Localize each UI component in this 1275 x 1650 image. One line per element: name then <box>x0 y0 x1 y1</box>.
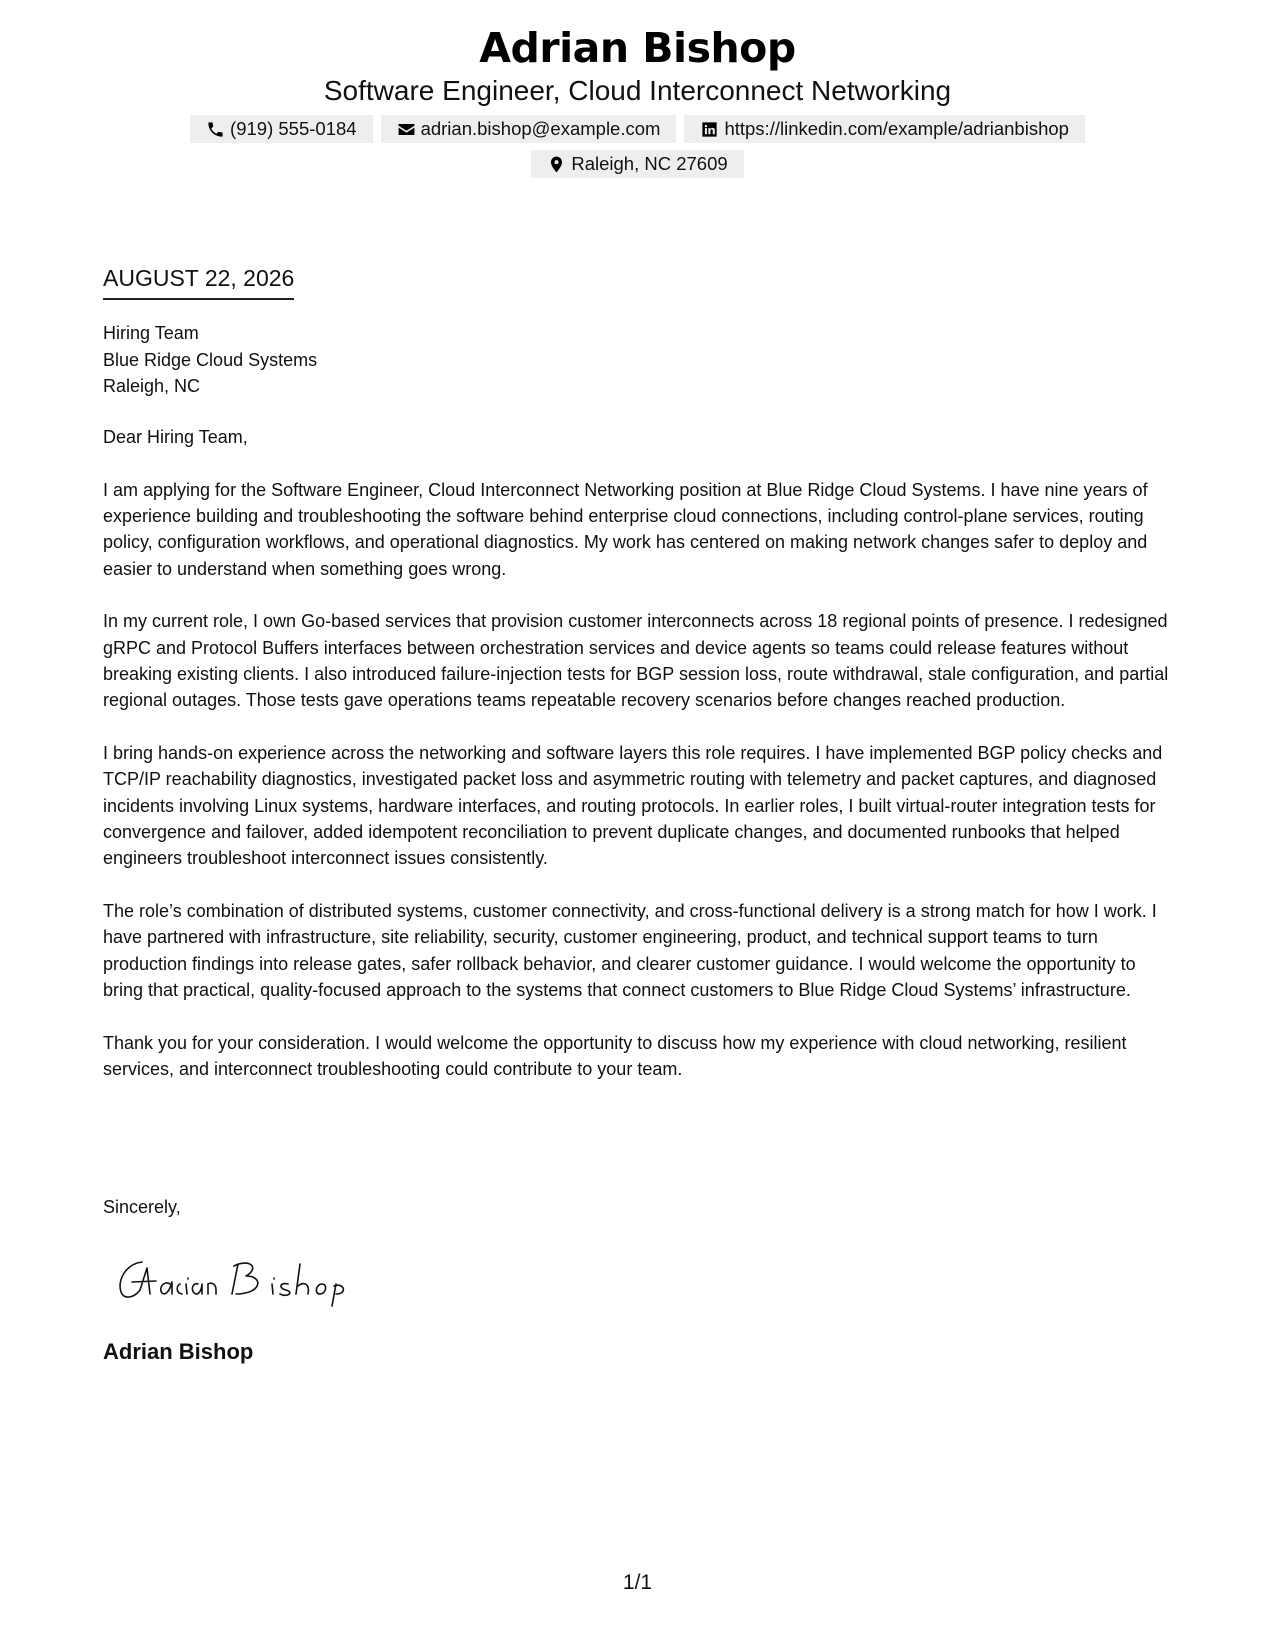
body-paragraph: The role’s combination of distributed systems, customer connectivity, and cross-functional delivery is a strong match for how I work. I have partnered with infrastructure, site reliability, security, customer engineering, product, and technical support teams to turn production findings into release gates, safer rollback behavior, and clearer customer guidance. I would welcome the opportunity to bring that practical, quality-focused approach to the systems that connect customers to Blue Ridge Cloud Systems’ infrastructure. <box>103 901 1157 1001</box>
recipient-line: Blue Ridge Cloud Systems <box>103 349 318 370</box>
body-paragraph: Thank you for your consideration. I would welcome the opportunity to discuss how my experience with cloud networking, resilient services, and interconnect troubleshooting could contribute to your team. <box>103 1032 1127 1080</box>
phone-icon <box>206 120 225 139</box>
envelope-icon <box>397 120 416 139</box>
salutation: Dear Hiring Team, <box>103 427 248 447</box>
recipient-line: Hiring Team <box>103 323 199 343</box>
phone-text: (919) 555-0184 <box>230 118 357 139</box>
recipient-block <box>103 320 317 400</box>
linkedin-icon <box>700 120 719 139</box>
applicant-name: Adrian Bishop <box>479 24 796 72</box>
email-text: adrian.bishop@example.com <box>420 118 661 139</box>
body-paragraph: I am applying for the Software Engineer, Cloud Interconnect Networking position at Blue Ridge Cloud Systems. I have nine years of experience building and troubleshooting the software behind enterprise cloud connections, including control-plane services, routing policy, configuration workflows, and operational diagnostics. My work has centered on making network changes safer to deploy and easier to understand when something goes wrong. <box>103 479 1148 579</box>
contact-location <box>531 150 743 178</box>
signer-name: Adrian Bishop <box>103 1339 254 1364</box>
letter-body <box>103 424 1178 1109</box>
page-number: 1/1 <box>622 1571 653 1594</box>
applicant-title: Software Engineer, Cloud Interconnect Networking <box>323 75 952 106</box>
body-paragraph: I bring hands-on experience across the networking and software layers this role requires. I have implemented BGP policy checks and TCP/IP reachability diagnostics, investigated packet loss and asymmetric routing with telemetry and packet captures, and diagnosed incidents involving Linux systems, hardware interfaces, and routing protocols. In earlier roles, I built virtual-router integration tests for convergence and failover, added idempotent reconciliation to prevent duplicate changes, and documented runbooks that helped engineers troubleshoot interconnect issues consistently. <box>103 743 1163 869</box>
recipient-line: Raleigh, NC <box>103 376 201 396</box>
location-text: Raleigh, NC 27609 <box>571 153 728 174</box>
contact-email[interactable] <box>381 115 677 143</box>
contact-linkedin[interactable] <box>684 115 1085 143</box>
letter-header <box>0 22 1275 178</box>
contact-row <box>0 115 1275 143</box>
contact-phone[interactable] <box>190 115 373 143</box>
body-paragraph: In my current role, I own Go-based services that provision customer interconnects across 18 regional points of presence. I redesigned gRPC and Protocol Buffers interfaces between orchestration services and device agents so teams could release features without breaking existing clients. I also introduced failure-injection tests for BGP session loss, route withdrawal, stale configuration, and partial regional outages. Those tests gave operations teams repeatable recovery scenarios before changes reached production. <box>103 611 1169 711</box>
handwritten-signature <box>112 1248 352 1308</box>
letter-date: AUGUST 22, 2026 <box>103 264 294 300</box>
contact-row-2 <box>0 150 1275 178</box>
closing: Sincerely, <box>103 1197 181 1217</box>
linkedin-text: https://linkedin.com/example/adrianbishop <box>724 118 1069 139</box>
map-pin-icon <box>547 155 566 174</box>
